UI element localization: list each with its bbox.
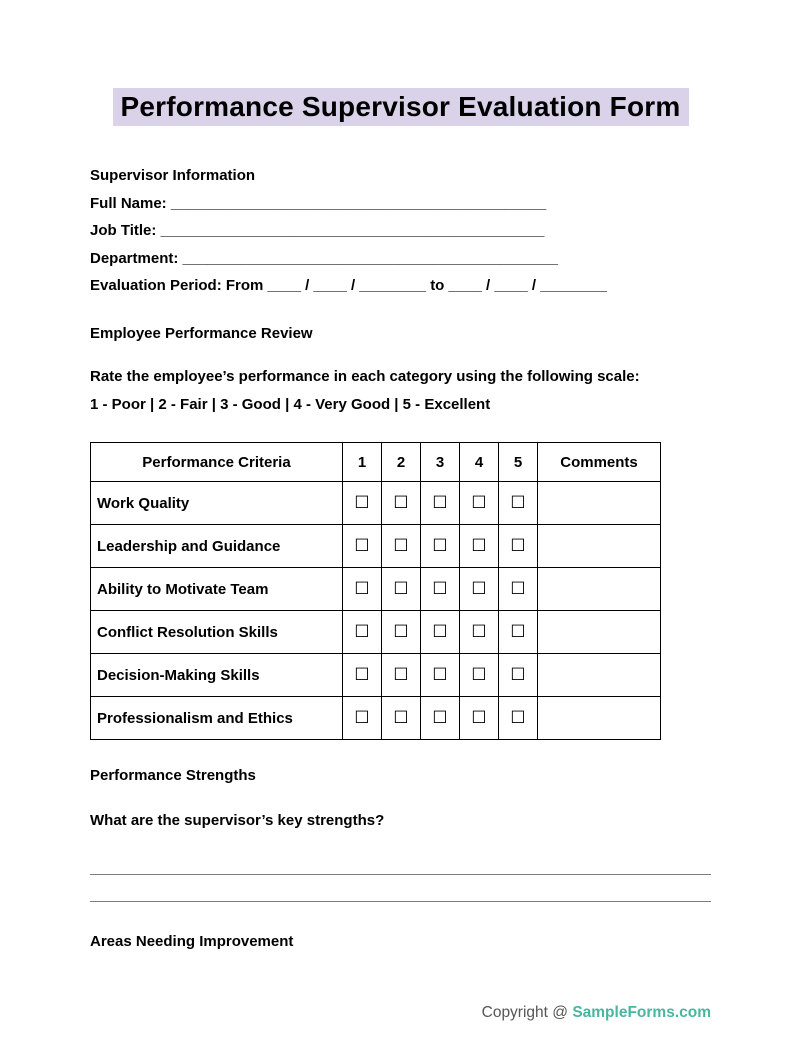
rating-instructions <box>90 363 711 418</box>
checkbox-icon[interactable]: ☐ <box>393 621 409 642</box>
areas-improvement-heading: Areas Needing Improvement <box>90 933 294 950</box>
criteria-conflict-resolution: Conflict Resolution Skills <box>91 611 343 654</box>
table-row <box>91 697 661 740</box>
checkbox-icon[interactable]: ☐ <box>471 578 487 599</box>
employee-review-section <box>90 320 711 419</box>
checkbox-icon[interactable]: ☐ <box>432 707 448 728</box>
criteria-motivate-team: Ability to Motivate Team <box>91 568 343 611</box>
department-label: Department: <box>90 249 179 267</box>
table-row <box>91 482 661 525</box>
supervisor-info-heading: Supervisor Information <box>90 167 256 184</box>
comments-cell <box>538 611 661 654</box>
title-wrap <box>90 88 711 126</box>
checkbox-icon[interactable]: ☐ <box>393 707 409 728</box>
footer <box>90 1004 711 1022</box>
header-comments: Comments <box>538 443 661 482</box>
strengths-question: What are the supervisor’s key strengths? <box>90 811 385 829</box>
criteria-leadership: Leadership and Guidance <box>91 525 343 568</box>
answer-line <box>90 901 711 902</box>
header-rating-3: 3 <box>421 443 460 482</box>
checkbox-icon[interactable]: ☐ <box>354 578 370 599</box>
checkbox-icon[interactable]: ☐ <box>354 707 370 728</box>
full-name-field <box>90 190 711 218</box>
job-title-label: Job Title: <box>90 222 157 239</box>
copyright-text: Copyright @ <box>481 1003 573 1021</box>
job-title-field <box>90 217 711 245</box>
checkbox-icon[interactable]: ☐ <box>510 621 526 642</box>
full-name-label: Full Name: <box>90 194 167 212</box>
full-name-blank: _____________________________________________ <box>170 194 547 212</box>
checkbox-icon[interactable]: ☐ <box>471 535 487 556</box>
checkbox-icon[interactable]: ☐ <box>432 621 448 642</box>
checkbox-icon[interactable]: ☐ <box>510 492 526 513</box>
checkbox-icon[interactable]: ☐ <box>354 664 370 685</box>
header-rating-2: 2 <box>382 443 421 482</box>
rating-scale-text: 1 - Poor | 2 - Fair | 3 - Good | 4 - Very Good | 5 - Excellent <box>90 395 491 413</box>
checkbox-icon[interactable]: ☐ <box>354 535 370 556</box>
checkbox-icon[interactable]: ☐ <box>354 621 370 642</box>
criteria-professionalism: Professionalism and Ethics <box>91 697 343 740</box>
checkbox-icon[interactable]: ☐ <box>393 492 409 513</box>
checkbox-icon[interactable]: ☐ <box>510 707 526 728</box>
checkbox-icon[interactable]: ☐ <box>432 578 448 599</box>
checkbox-icon[interactable]: ☐ <box>510 664 526 685</box>
header-rating-1: 1 <box>343 443 382 482</box>
header-rating-5: 5 <box>499 443 538 482</box>
checkbox-icon[interactable]: ☐ <box>510 535 526 556</box>
table-row <box>91 525 661 568</box>
checkbox-icon[interactable]: ☐ <box>510 578 526 599</box>
department-field <box>90 245 711 273</box>
table-row <box>91 611 661 654</box>
performance-strengths-heading: Performance Strengths <box>90 767 256 784</box>
table-row <box>91 568 661 611</box>
job-title-blank: ______________________________________________ <box>160 222 545 239</box>
answer-line <box>90 874 711 875</box>
criteria-work-quality: Work Quality <box>91 482 343 525</box>
page-title: Performance Supervisor Evaluation Form <box>113 88 689 126</box>
table-header-row <box>91 443 661 482</box>
evaluation-period-field <box>90 272 711 300</box>
checkbox-icon[interactable]: ☐ <box>393 664 409 685</box>
comments-cell <box>538 697 661 740</box>
evaluation-period-blank: From ____ / ____ / ________ to ____ / ____ / ________ <box>225 277 607 294</box>
employee-review-heading: Employee Performance Review <box>90 324 313 342</box>
checkbox-icon[interactable]: ☐ <box>471 707 487 728</box>
checkbox-icon[interactable]: ☐ <box>471 492 487 513</box>
checkbox-icon[interactable]: ☐ <box>393 535 409 556</box>
criteria-decision-making: Decision-Making Skills <box>91 654 343 697</box>
checkbox-icon[interactable]: ☐ <box>393 578 409 599</box>
strengths-answer-area <box>90 874 711 902</box>
performance-rating-table <box>90 442 661 740</box>
sampleforms-link[interactable]: SampleForms.com <box>572 1003 711 1021</box>
table-row <box>91 654 661 697</box>
comments-cell <box>538 482 661 525</box>
comments-cell <box>538 568 661 611</box>
header-rating-4: 4 <box>460 443 499 482</box>
department-blank: _____________________________________________ <box>182 249 558 267</box>
supervisor-info-section <box>90 162 711 300</box>
checkbox-icon[interactable]: ☐ <box>432 664 448 685</box>
checkbox-icon[interactable]: ☐ <box>432 535 448 556</box>
checkbox-icon[interactable]: ☐ <box>432 492 448 513</box>
comments-cell <box>538 525 661 568</box>
checkbox-icon[interactable]: ☐ <box>354 492 370 513</box>
evaluation-period-label: Evaluation Period: <box>90 277 222 294</box>
rating-instruction-text: Rate the employee’s performance in each category using the following scale: <box>90 368 640 385</box>
comments-cell <box>538 654 661 697</box>
checkbox-icon[interactable]: ☐ <box>471 664 487 685</box>
checkbox-icon[interactable]: ☐ <box>471 621 487 642</box>
header-performance-criteria: Performance Criteria <box>91 443 343 482</box>
